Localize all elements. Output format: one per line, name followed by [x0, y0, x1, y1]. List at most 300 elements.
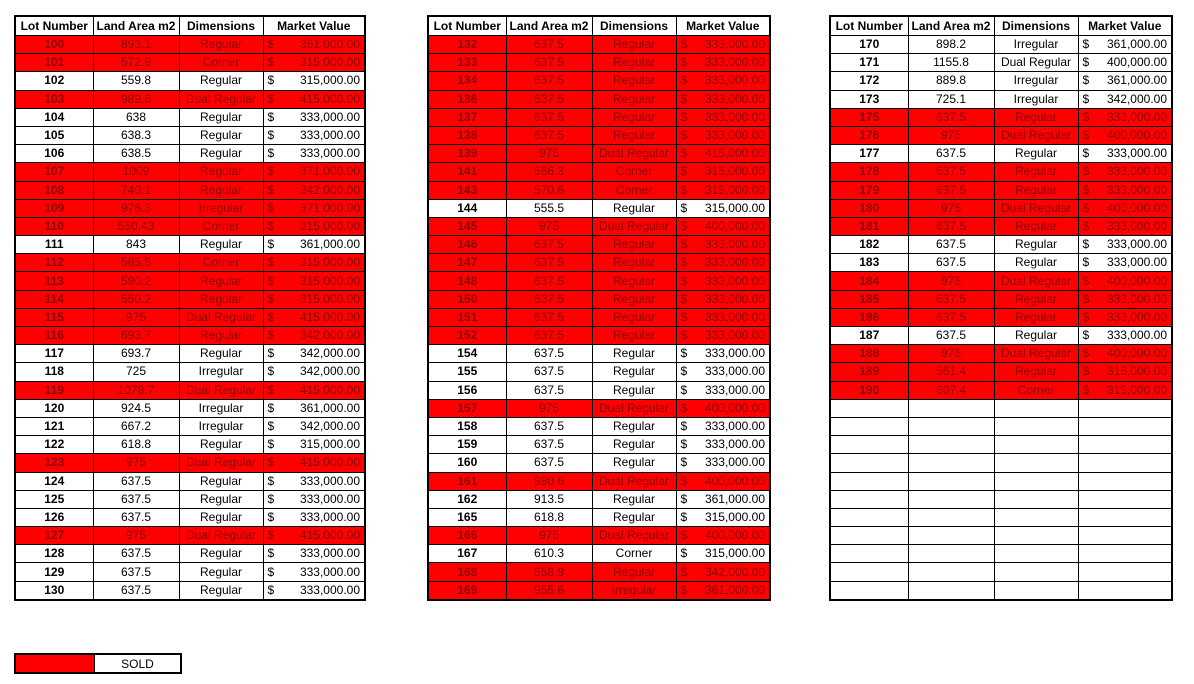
market-value-amount: 315,000.00	[299, 255, 360, 270]
empty-cell	[908, 563, 994, 581]
currency-symbol: $	[267, 182, 275, 197]
lots-table-2	[427, 15, 771, 601]
market-value-amount: 315,000.00	[704, 546, 765, 561]
header-land-area: Land Area m2	[93, 16, 179, 36]
market-value-cell	[676, 108, 770, 126]
market-value-amount: 333,000.00	[1106, 218, 1167, 233]
empty-cell	[908, 399, 994, 417]
market-value-amount: 342,000.00	[704, 564, 765, 579]
market-value-cell	[676, 181, 770, 199]
market-value-cell	[263, 145, 365, 163]
market-value-cell	[263, 163, 365, 181]
table-row	[428, 290, 770, 308]
currency-symbol: $	[1082, 237, 1090, 252]
lot-number-cell: 186	[830, 308, 908, 326]
empty-row	[830, 490, 1172, 508]
dimensions-cell: Corner	[592, 545, 676, 563]
dimensions-cell: Dual Regular	[994, 272, 1078, 290]
land-area-cell: 618.8	[506, 508, 592, 526]
dimensions-cell: Regular	[994, 236, 1078, 254]
lot-number-cell: 171	[830, 54, 908, 72]
currency-symbol: $	[680, 55, 688, 70]
land-area-cell: 555.5	[506, 199, 592, 217]
empty-cell	[994, 436, 1078, 454]
land-area-cell: 637.5	[506, 108, 592, 126]
market-value-cell	[676, 363, 770, 381]
currency-symbol: $	[267, 218, 275, 233]
currency-symbol: $	[267, 419, 275, 434]
dimensions-cell: Dual Regular	[592, 217, 676, 235]
table-row	[428, 508, 770, 526]
lot-number-cell: 112	[15, 254, 93, 272]
empty-cell	[1078, 545, 1172, 563]
market-value-amount: 415,000.00	[299, 382, 360, 397]
table-row	[15, 108, 365, 126]
dimensions-cell: Regular	[592, 254, 676, 272]
header-row	[830, 16, 1172, 36]
land-area-cell: 975	[506, 217, 592, 235]
dimensions-cell: Regular	[994, 363, 1078, 381]
market-value-cell	[1078, 217, 1172, 235]
lot-number-cell: 124	[15, 472, 93, 490]
currency-symbol: $	[1082, 255, 1090, 270]
empty-cell	[1078, 399, 1172, 417]
table-row	[428, 436, 770, 454]
market-value-amount: 333,000.00	[1106, 146, 1167, 161]
market-value-cell	[676, 145, 770, 163]
market-value-amount: 400,000.00	[704, 400, 765, 415]
dimensions-cell: Regular	[592, 363, 676, 381]
table-row	[15, 399, 365, 417]
currency-symbol: $	[267, 509, 275, 524]
market-value-cell	[1078, 108, 1172, 126]
land-area-cell: 637.5	[506, 72, 592, 90]
table-row	[428, 327, 770, 345]
empty-cell	[994, 417, 1078, 435]
market-value-cell	[676, 126, 770, 144]
land-area-cell: 975	[93, 527, 179, 545]
lot-number-cell: 120	[15, 399, 93, 417]
dimensions-cell: Regular	[994, 181, 1078, 199]
table-row	[15, 327, 365, 345]
land-area-cell: 740.1	[93, 181, 179, 199]
empty-cell	[994, 454, 1078, 472]
currency-symbol: $	[680, 455, 688, 470]
currency-symbol: $	[267, 328, 275, 343]
market-value-cell	[676, 454, 770, 472]
empty-cell	[908, 545, 994, 563]
market-value-cell	[1078, 36, 1172, 54]
dimensions-cell: Regular	[994, 217, 1078, 235]
land-area-cell: 637.5	[506, 90, 592, 108]
land-area-cell: 618.8	[93, 436, 179, 454]
empty-cell	[830, 472, 908, 490]
empty-cell	[1078, 472, 1172, 490]
empty-cell	[994, 472, 1078, 490]
lot-number-cell: 121	[15, 417, 93, 435]
market-value-cell	[676, 72, 770, 90]
market-value-amount: 361,000.00	[299, 400, 360, 415]
empty-cell	[830, 545, 908, 563]
lot-number-cell: 179	[830, 181, 908, 199]
currency-symbol: $	[1082, 164, 1090, 179]
dimensions-cell: Regular	[179, 327, 263, 345]
lot-number-cell: 128	[15, 545, 93, 563]
table-row	[830, 327, 1172, 345]
table-row	[428, 490, 770, 508]
empty-cell	[908, 417, 994, 435]
market-value-amount: 333,000.00	[1106, 328, 1167, 343]
currency-symbol: $	[1082, 273, 1090, 288]
currency-symbol: $	[267, 455, 275, 470]
market-value-cell	[676, 163, 770, 181]
market-value-cell	[676, 436, 770, 454]
market-value-amount: 315,000.00	[704, 182, 765, 197]
table-row	[428, 36, 770, 54]
dimensions-cell: Regular	[592, 436, 676, 454]
market-value-cell	[1078, 54, 1172, 72]
dimensions-cell: Dual Regular	[994, 345, 1078, 363]
table-row	[830, 272, 1172, 290]
dimensions-cell: Regular	[994, 254, 1078, 272]
currency-symbol: $	[680, 400, 688, 415]
dimensions-cell: Regular	[179, 126, 263, 144]
land-area-cell: 913.5	[506, 490, 592, 508]
table-row	[428, 363, 770, 381]
table-row	[15, 163, 365, 181]
land-area-cell: 975	[908, 126, 994, 144]
market-value-amount: 333,000.00	[704, 437, 765, 452]
land-area-cell: 693.7	[93, 327, 179, 345]
currency-symbol: $	[680, 128, 688, 143]
lot-number-cell: 188	[830, 345, 908, 363]
dimensions-cell: Dual Regular	[592, 472, 676, 490]
market-value-amount: 342,000.00	[1106, 91, 1167, 106]
empty-cell	[908, 490, 994, 508]
lot-number-cell: 134	[428, 72, 506, 90]
market-value-amount: 333,000.00	[704, 328, 765, 343]
empty-cell	[830, 399, 908, 417]
land-area-cell: 637.5	[908, 254, 994, 272]
land-area-cell: 637.5	[506, 454, 592, 472]
land-area-cell: 889.8	[908, 72, 994, 90]
dimensions-cell: Regular	[994, 290, 1078, 308]
empty-row	[830, 508, 1172, 526]
dimensions-cell: Regular	[592, 108, 676, 126]
market-value-amount: 333,000.00	[1106, 291, 1167, 306]
dimensions-cell: Regular	[592, 508, 676, 526]
dimensions-cell: Dual Regular	[179, 527, 263, 545]
dimensions-cell: Regular	[179, 36, 263, 54]
currency-symbol: $	[680, 582, 688, 597]
land-area-cell: 955.6	[506, 581, 592, 600]
market-value-amount: 400,000.00	[1106, 128, 1167, 143]
market-value-amount: 333,000.00	[704, 109, 765, 124]
dimensions-cell: Regular	[179, 181, 263, 199]
currency-symbol: $	[1082, 109, 1090, 124]
dimensions-cell: Regular	[592, 327, 676, 345]
lot-number-cell: 169	[428, 581, 506, 600]
currency-symbol: $	[267, 200, 275, 215]
lot-number-cell: 190	[830, 381, 908, 399]
empty-row	[830, 527, 1172, 545]
market-value-cell	[676, 308, 770, 326]
table-row	[15, 126, 365, 144]
currency-symbol: $	[680, 528, 688, 543]
market-value-cell	[263, 508, 365, 526]
market-value-amount: 333,000.00	[299, 473, 360, 488]
lot-number-cell: 102	[15, 72, 93, 90]
lot-number-cell: 119	[15, 381, 93, 399]
market-value-cell	[676, 545, 770, 563]
lot-number-cell: 175	[830, 108, 908, 126]
currency-symbol: $	[267, 382, 275, 397]
header-row	[428, 16, 770, 36]
empty-cell	[908, 527, 994, 545]
table-row	[830, 308, 1172, 326]
market-value-amount: 400,000.00	[1106, 346, 1167, 361]
dimensions-cell: Irregular	[592, 581, 676, 600]
table-row	[830, 236, 1172, 254]
empty-cell	[994, 545, 1078, 563]
table-row	[428, 181, 770, 199]
table-row	[830, 36, 1172, 54]
empty-cell	[1078, 508, 1172, 526]
dimensions-cell: Irregular	[994, 90, 1078, 108]
land-area-cell: 637.5	[908, 308, 994, 326]
market-value-cell	[676, 327, 770, 345]
table-row	[830, 126, 1172, 144]
market-value-amount: 315,000.00	[299, 273, 360, 288]
market-value-amount: 361,000.00	[704, 582, 765, 597]
market-value-amount: 333,000.00	[704, 255, 765, 270]
lot-number-cell: 138	[428, 126, 506, 144]
currency-symbol: $	[680, 346, 688, 361]
dimensions-cell: Regular	[179, 508, 263, 526]
lot-number-cell: 118	[15, 363, 93, 381]
market-value-cell	[1078, 345, 1172, 363]
land-area-cell: 607.4	[908, 381, 994, 399]
market-value-cell	[263, 108, 365, 126]
market-value-amount: 361,000.00	[299, 37, 360, 52]
table-row	[428, 90, 770, 108]
land-area-cell: 570.6	[506, 181, 592, 199]
land-area-cell: 637.5	[506, 417, 592, 435]
land-area-cell: 550.2	[93, 290, 179, 308]
empty-row	[830, 472, 1172, 490]
dimensions-cell: Corner	[592, 181, 676, 199]
currency-symbol: $	[1082, 91, 1090, 106]
currency-symbol: $	[680, 291, 688, 306]
header-dimensions: Dimensions	[994, 16, 1078, 36]
market-value-cell	[263, 581, 365, 600]
lot-number-cell: 125	[15, 490, 93, 508]
dimensions-cell: Dual Regular	[179, 90, 263, 108]
currency-symbol: $	[267, 437, 275, 452]
market-value-amount: 333,000.00	[704, 73, 765, 88]
table-row	[15, 490, 365, 508]
dimensions-cell: Regular	[179, 436, 263, 454]
market-value-amount: 333,000.00	[299, 546, 360, 561]
market-value-cell	[263, 217, 365, 235]
empty-cell	[1078, 527, 1172, 545]
market-value-cell	[1078, 181, 1172, 199]
dimensions-cell: Regular	[592, 454, 676, 472]
currency-symbol: $	[1082, 346, 1090, 361]
table-row	[428, 345, 770, 363]
lot-number-cell: 165	[428, 508, 506, 526]
dimensions-cell: Regular	[179, 345, 263, 363]
empty-cell	[1078, 581, 1172, 600]
lots-table-1	[14, 15, 366, 601]
land-area-cell: 586.3	[506, 163, 592, 181]
currency-symbol: $	[267, 291, 275, 306]
dimensions-cell: Regular	[994, 145, 1078, 163]
market-value-amount: 333,000.00	[704, 346, 765, 361]
market-value-amount: 315,000.00	[299, 218, 360, 233]
empty-cell	[908, 454, 994, 472]
empty-cell	[1078, 490, 1172, 508]
land-area-cell: 975	[93, 308, 179, 326]
empty-row	[830, 581, 1172, 600]
table-row	[830, 199, 1172, 217]
market-value-cell	[1078, 199, 1172, 217]
currency-symbol: $	[1082, 200, 1090, 215]
market-value-cell	[263, 381, 365, 399]
currency-symbol: $	[680, 200, 688, 215]
land-area-cell: 585.5	[93, 254, 179, 272]
lot-number-cell: 162	[428, 490, 506, 508]
empty-row	[830, 436, 1172, 454]
empty-cell	[908, 581, 994, 600]
market-value-cell	[1078, 145, 1172, 163]
currency-symbol: $	[267, 473, 275, 488]
lot-number-cell: 156	[428, 381, 506, 399]
dimensions-cell: Regular	[994, 327, 1078, 345]
currency-symbol: $	[267, 91, 275, 106]
land-area-cell: 975	[506, 145, 592, 163]
market-value-cell	[263, 454, 365, 472]
land-area-cell: 976.3	[93, 199, 179, 217]
lot-number-cell: 176	[830, 126, 908, 144]
dimensions-cell: Irregular	[994, 72, 1078, 90]
dimensions-cell: Regular	[592, 36, 676, 54]
market-value-cell	[676, 490, 770, 508]
empty-cell	[830, 527, 908, 545]
land-area-cell: 637.5	[93, 545, 179, 563]
dimensions-cell: Dual Regular	[179, 454, 263, 472]
lot-number-cell: 126	[15, 508, 93, 526]
land-area-cell: 637.5	[506, 236, 592, 254]
table-row	[428, 145, 770, 163]
table-row	[15, 363, 365, 381]
market-value-amount: 333,000.00	[704, 37, 765, 52]
lot-number-cell: 111	[15, 236, 93, 254]
currency-symbol: $	[680, 309, 688, 324]
market-value-cell	[676, 217, 770, 235]
header-market-value: Market Value	[676, 16, 770, 36]
currency-symbol: $	[1082, 146, 1090, 161]
land-area-cell: 561.4	[908, 363, 994, 381]
table-row	[15, 145, 365, 163]
lot-number-cell: 189	[830, 363, 908, 381]
dimensions-cell: Regular	[179, 163, 263, 181]
land-area-cell: 893.1	[93, 36, 179, 54]
market-value-cell	[676, 254, 770, 272]
market-value-cell	[263, 199, 365, 217]
currency-symbol: $	[267, 528, 275, 543]
currency-symbol: $	[1082, 37, 1090, 52]
land-area-cell: 975	[908, 272, 994, 290]
market-value-cell	[263, 545, 365, 563]
table-row	[15, 36, 365, 54]
header-row	[15, 16, 365, 36]
table-row	[15, 527, 365, 545]
market-value-amount: 333,000.00	[704, 91, 765, 106]
empty-cell	[908, 508, 994, 526]
market-value-cell	[676, 236, 770, 254]
table-row	[830, 345, 1172, 363]
land-area-cell: 975	[93, 454, 179, 472]
land-area-cell: 559.8	[93, 72, 179, 90]
market-value-cell	[263, 527, 365, 545]
land-area-cell: 590.2	[93, 272, 179, 290]
market-value-cell	[1078, 72, 1172, 90]
land-area-cell: 637.5	[506, 272, 592, 290]
header-land-area: Land Area m2	[506, 16, 592, 36]
dimensions-cell: Regular	[592, 90, 676, 108]
market-value-cell	[263, 472, 365, 490]
market-value-amount: 371,000.00	[299, 200, 360, 215]
table-row	[428, 454, 770, 472]
dimensions-cell: Regular	[592, 308, 676, 326]
table-row	[830, 108, 1172, 126]
table-row	[830, 72, 1172, 90]
market-value-amount: 333,000.00	[1106, 309, 1167, 324]
land-area-cell: 637.5	[506, 126, 592, 144]
lot-number-cell: 109	[15, 199, 93, 217]
land-area-cell: 638	[93, 108, 179, 126]
lot-number-cell: 145	[428, 217, 506, 235]
lot-number-cell: 151	[428, 308, 506, 326]
market-value-amount: 333,000.00	[704, 309, 765, 324]
table-row	[428, 54, 770, 72]
dimensions-cell: Regular	[994, 108, 1078, 126]
land-area-cell: 637.5	[908, 327, 994, 345]
lot-number-cell: 130	[15, 581, 93, 600]
dimensions-cell: Regular	[179, 563, 263, 581]
empty-cell	[908, 472, 994, 490]
land-area-cell: 693.7	[93, 345, 179, 363]
lot-number-cell: 168	[428, 563, 506, 581]
currency-symbol: $	[267, 564, 275, 579]
market-value-amount: 400,000.00	[1106, 200, 1167, 215]
market-value-cell	[1078, 308, 1172, 326]
dimensions-cell: Dual Regular	[592, 145, 676, 163]
lot-number-cell: 116	[15, 327, 93, 345]
lot-number-cell: 137	[428, 108, 506, 126]
market-value-cell	[676, 399, 770, 417]
currency-symbol: $	[1082, 328, 1090, 343]
lot-number-cell: 178	[830, 163, 908, 181]
lot-number-cell: 148	[428, 272, 506, 290]
market-value-amount: 333,000.00	[704, 291, 765, 306]
empty-cell	[830, 436, 908, 454]
market-value-cell	[263, 345, 365, 363]
currency-symbol: $	[680, 437, 688, 452]
lot-number-cell: 129	[15, 563, 93, 581]
market-value-cell	[1078, 363, 1172, 381]
